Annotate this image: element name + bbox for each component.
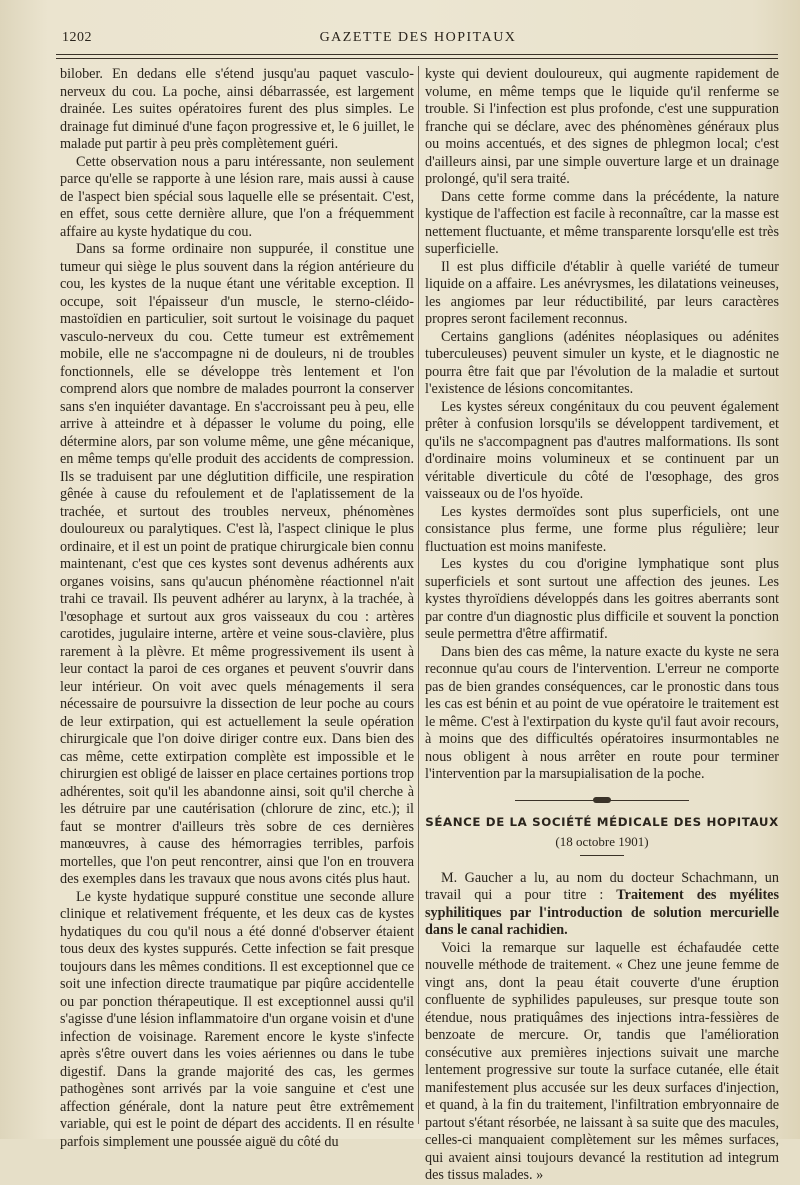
paragraph: Voici la remarque sur laquelle est échafaudée cette nouvelle méthode de traitement. « Chez une jeune femme de vingt ans, dont la peau était couverte d'une éruption confluente de syphilides papuleuses, sur presque toute son étendue, nous pratiquâmes des injections intra-fessières de benzoate de mercure. Or, tandis que l'amélioration consécutive aux premières injections suivait une marche lentement progressive sur toute la surface cutanée, elle était manifestement plus accusée sur les deux surfaces d'injection, et quand, à la fin du traitement, l'infiltration embryonnaire de partout s'étant résorbée, ne laissant à sa suite que des macules, celles-ci manquaient complètement sur les mêmes surfaces, qui avaient ainsi toujours devancé la restitution ad integrum des tissus malades. » [425, 939, 779, 1183]
left-column [60, 66, 414, 1151]
section-date: (18 octobre 1901) [555, 834, 649, 849]
article-title: Traitement des myélites syphilitiques par l'introduction de solution mercurielle dans le canal rachidien. [425, 887, 779, 938]
separator-ornament [593, 797, 611, 803]
paragraph: kyste qui devient douloureux, qui augmente rapidement de volume, en même temps que le liquide qu'il renferme se trouble. Si l'infection est plus profonde, c'est une suppuration franche qui se déclare, avec des phénomènes généraux plus ou moins accentués, et des signes de phlegmon local; c'est d'ailleurs ainsi, par une simple ouverture large et un drainage prolongé, qu'il sera traité. [425, 66, 779, 187]
paragraph: Dans cette forme comme dans la précédente, la nature kystique de l'affection est facile à reconnaître, car la masse est nettement fluctuante, et même transparente lorsqu'elle est très superficielle. [425, 188, 779, 257]
header-rule-thin [56, 58, 778, 59]
paragraph: Dans sa forme ordinaire non suppurée, il constitue une tumeur qui siège le plus souvent dans la région antérieure du cou, les kystes de la nuque étant une véritable exception. Il occupe, soit l'épaisseur d'un muscle, le sterno-cléido-mastoïdien en particulier, soit surtout le voisinage du paquet vasculo-nerveux du cou. Cette tumeur est extrêmement mobile, elle ne s'accompagne ni de douleurs, ni de troubles fonctionnels, elle se développe très lentement et l'on comprend alors que nombre de malades pourront la conserver sans s'en inquiéter davantage. En s'accroissant peu à peu, elle arrive à atteindre et à dépasser le volume du poing, elle détermine alors, par son volume même, une gêne mécanique, en même temps qu'elle produit des accidents de compression. Ils se traduisent par une déglutition difficile, une respiration gênée à cause du refoulement et de l'aplatissement de la trachée, et surtout des troubles nerveux, phénomènes douloureux ou paralytiques. C'est là, l'aspect clinique le plus ordinaire, et il est un point de pratique chirurgicale bien connu maintenant, c'est que ces kystes sont devenus adhérents aux organes voisins, sans qu'aucun phénomène réactionnel n'ait trahi ce travail. Ils peuvent adhérer au larynx, à la trachée, à l'œsophage et surtout aux gros vaisseaux du cou : artères carotides, jugulaire interne, artère et veine sous-clavière, plus rarement à la plèvre. Et même progressivement ils usent à leur contact la paroi de ces organes et peuvent s'ouvrir dans leur intérieur. On voit avec quels ménagements il sera nécessaire de poursuivre la dissection de leur poche au cours de leur extirpation, qui est actuellement la seule opération chirurgicale que l'on doive diriger contre eux. Dans bien des cas même, cette extirpation complète est impossible et le chirurgien est obligé de laisser en place certaines portions trop adhérentes, soit qu'il les abandonne ainsi, soit qu'il cherche à les détruire par une cautérisation (chlorure de zinc, etc.); il faut se montrer d'ailleurs très sobre de ces dernières manœuvres, à cause des hémorragies terribles, parfois mortelles, que l'on peut rencontrer, ainsi que l'on en trouvera des exemples dans les travaux que nous avons cités plus haut. [60, 241, 414, 887]
paragraph: Le kyste hydatique suppuré constitue une seconde allure clinique et relativement fréquente, et les deux cas de kystes hydatiques du cou qu'il nous a été donné d'observer étaient tous deux des kystes suppurés. Cette infection se fait presque toujours dans les mêmes conditions. Il est exceptionnel que ce soit une infection directe traumatique par piqûre accidentelle ou par ponction thérapeutique. Il est exceptionnel aussi qu'il s'agisse d'une lésion inflammatoire d'un organe voisin et d'une infection de voisinage. Rarement encore le kyste s'infecte après s'être ouvert dans les voies aériennes ou dans le tube digestif. Dans la grande majorité des cas, les germes pathogènes sont arrivés par la voie sanguine et c'est une affection générale, dont la nature peut être extrêmement variable, qui est le point de départ des accidents. Il en résulte parfois simplement une poussée aiguë du côté du [60, 888, 414, 1150]
section-intro: M. Gaucher a lu, au nom du docteur Schachmann, un travail qui a pour titre : [425, 869, 779, 903]
paragraph: Les kystes séreux congénitaux du cou peuvent également prêter à confusion lorsqu'ils se développent tardivement, et qu'ils ne s'accompagnent pas d'autres malformations. Ils sont d'ordinaire moins volumineux et se continuent par un véritable diverticule du côté de l'œsophage, des gros vaisseaux ou de l'os hyoïde. [425, 398, 779, 502]
paragraph: Dans bien des cas même, la nature exacte du kyste ne sera reconnue qu'au cours de l'intervention. L'erreur ne comporte pas de bien grandes conséquences, car le pronostic dans tous les cas est bénin et au point de vue opératoire le traitement est le même. C'est à l'extirpation du kyste qu'il faut avoir recours, à moins que des difficultés opératoires insurmontables ne nous obligent à nous arrêter en route pour terminer l'intervention par la marsupialisation de la poche. [425, 643, 779, 782]
page-number: 1202 [62, 30, 92, 45]
paragraph: Les kystes du cou d'origine lymphatique sont plus superficiels et sont surtout une affection des jeunes. Les kystes thyroïdiens développés dans les goitres aberrants sont par contre d'un diagnostic plus difficile et souvent la ponction seule permettra d'être affirmatif. [425, 556, 779, 642]
paragraph: bilober. En dedans elle s'étend jusqu'au paquet vasculo-nerveux du cou. La poche, ainsi débarrassée, est largement drainée. Les suites opératoires furent des plus simples. Le drainage fut diminué d'une façon progressive et, le 6 juillet, le malade put partir à peu près complètement guéri. [60, 66, 414, 152]
section-heading: SÉANCE DE LA SOCIÉTÉ MÉDICALE DES HOPITAUX [425, 814, 779, 829]
section-separator [425, 794, 779, 806]
right-column [425, 66, 779, 1185]
column-divider [418, 66, 419, 1124]
section-intro-paragraph [425, 870, 779, 940]
paragraph: Les kystes dermoïdes sont plus superficiels, ont une consistance plus ferme, une forme plus régulière; leur fluctuation est moins manifeste. [425, 503, 779, 555]
page-header [60, 28, 776, 50]
paragraph: Cette observation nous a paru intéressante, non seulement parce qu'elle se rapporte à une lésion rare, mais aussi à cause de l'aspect bien spécial sous laquelle elle se présentait. C'est, en effet, sous cette dernière allure, que l'on a fréquemment affaire au kyste hydatique du cou. [60, 153, 414, 240]
paragraph: Certains ganglions (adénites néoplasiques ou adénites tuberculeuses) peuvent simuler un kyste, et le diagnostic ne pourra être fait que par l'évolution de la maladie et surtout l'existence de lésions concomitantes. [425, 328, 779, 397]
journal-title: GAZETTE DES HOPITAUX [319, 30, 517, 45]
header-rule-thick [56, 54, 778, 55]
short-rule [580, 855, 624, 856]
paragraph: Il est plus difficile d'établir à quelle variété de tumeur liquide on a affaire. Les anévrysmes, les dilatations veineuses, les angiomes par leur réductibilité, par leurs caractères propres seront facilement reconnus. [425, 258, 779, 327]
